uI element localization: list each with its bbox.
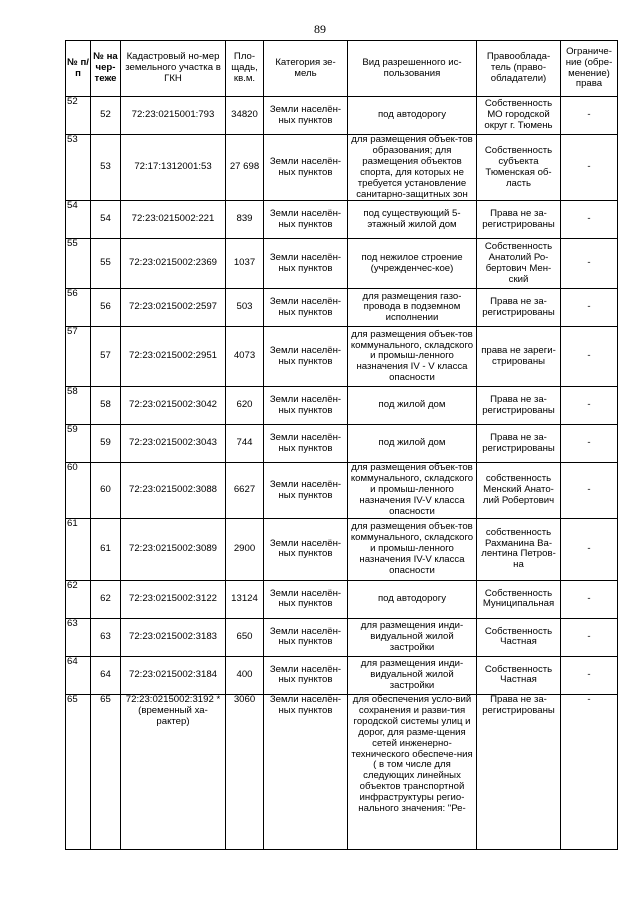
table-row: [66, 656, 618, 694]
cell-holder: Права не за-регистрированы: [477, 201, 561, 239]
header-num: № п/п: [66, 41, 91, 97]
cell-cadastral: 72:23:0215002:3043: [121, 425, 226, 463]
cell-restriction: -: [561, 618, 618, 656]
cell-holder: права не зареги-стрированы: [477, 327, 561, 387]
cell-restriction: -: [561, 387, 618, 425]
table-row: [66, 239, 618, 289]
cell-num: 60: [66, 463, 91, 519]
cell-cadastral: 72:23:0215002:2369: [121, 239, 226, 289]
cell-num: 65: [66, 694, 91, 849]
table-row: [66, 425, 618, 463]
cell-category: Земли населён-ных пунктов: [264, 135, 348, 201]
cell-category: Земли населён-ных пунктов: [264, 387, 348, 425]
cell-use: под существующий 5-этажный жилой дом: [348, 201, 477, 239]
cell-restriction: -: [561, 201, 618, 239]
cell-cadastral: 72:23:0215002:3042: [121, 387, 226, 425]
cell-num: 57: [66, 327, 91, 387]
cell-category: Земли населён-ных пунктов: [264, 694, 348, 849]
header-area: Пло-щадь, кв.м.: [226, 41, 264, 97]
cell-cadastral: 72:23:0215002:2597: [121, 289, 226, 327]
cell-holder: Собственность субъекта Тюменская об-ласть: [477, 135, 561, 201]
cell-category: Земли населён-ных пунктов: [264, 463, 348, 519]
cell-use: под автодорогу: [348, 97, 477, 135]
table-row: [66, 694, 618, 849]
cell-restriction: -: [561, 239, 618, 289]
cell-use: под автодорогу: [348, 580, 477, 618]
cell-holder: Собственность Анатолий Ро-бертович Мен-ский: [477, 239, 561, 289]
cell-restriction: -: [561, 656, 618, 694]
cell-num: 63: [66, 618, 91, 656]
cell-drawing: 64: [91, 656, 121, 694]
cell-num: 55: [66, 239, 91, 289]
cell-num: 56: [66, 289, 91, 327]
cell-area: 34820: [226, 97, 264, 135]
cell-category: Земли населён-ных пунктов: [264, 618, 348, 656]
cell-area: 503: [226, 289, 264, 327]
cell-drawing: 60: [91, 463, 121, 519]
cell-cadastral: 72:23:0215002:3184: [121, 656, 226, 694]
cell-use: под жилой дом: [348, 425, 477, 463]
cell-use: для размещения газо-провода в подземном исполнении: [348, 289, 477, 327]
cell-category: Земли населён-ных пунктов: [264, 289, 348, 327]
header-restriction: Ограниче-ние (обре-менение) права: [561, 41, 618, 97]
table-row: [66, 289, 618, 327]
cell-use: для обеспечения усло-вий сохранения и разви-тия городской системы улиц и дорог, для разме-щения сетей инженерно-технического обеспече-ния ( в том числе для следующих линейных объектов транспортной инфраструктуры регио-нального значения: "Ре-: [348, 694, 477, 849]
cell-holder: собственность Менский Анато-лий Робертович: [477, 463, 561, 519]
cell-num: 52: [66, 97, 91, 135]
cell-drawing: 52: [91, 97, 121, 135]
cell-num: 61: [66, 518, 91, 580]
cell-area: 400: [226, 656, 264, 694]
cell-num: 58: [66, 387, 91, 425]
cell-holder: Права не за-регистрированы: [477, 694, 561, 849]
header-category: Категория зе-мель: [264, 41, 348, 97]
cell-restriction: -: [561, 135, 618, 201]
cell-use: для размещения объек-тов коммунального, складского и промыш-ленного назначения IV-V класса опасности: [348, 463, 477, 519]
cell-drawing: 56: [91, 289, 121, 327]
cell-drawing: 55: [91, 239, 121, 289]
cell-category: Земли населён-ных пунктов: [264, 425, 348, 463]
cell-cadastral: 72:17:1312001:53: [121, 135, 226, 201]
cell-category: Земли населён-ных пунктов: [264, 239, 348, 289]
cell-area: 4073: [226, 327, 264, 387]
cell-restriction: -: [561, 97, 618, 135]
cell-cadastral: 72:23:0215002:3192 * (временный ха-рактер): [121, 694, 226, 849]
cell-restriction: -: [561, 425, 618, 463]
cell-num: 54: [66, 201, 91, 239]
cell-area: 27 698: [226, 135, 264, 201]
cell-holder: Собственность Частная: [477, 618, 561, 656]
cell-use: под нежилое строение (учрежденчес-кое): [348, 239, 477, 289]
table-row: [66, 463, 618, 519]
table-row: [66, 201, 618, 239]
table-row: [66, 518, 618, 580]
table-row: [66, 135, 618, 201]
cell-holder: Права не за-регистрированы: [477, 289, 561, 327]
table-row: [66, 387, 618, 425]
header-holder: Правооблада-тель (право-обладатели): [477, 41, 561, 97]
table-row: [66, 580, 618, 618]
cell-restriction: -: [561, 327, 618, 387]
cell-cadastral: 72:23:0215002:3089: [121, 518, 226, 580]
cell-cadastral: 72:23:0215002:3122: [121, 580, 226, 618]
cell-category: Земли населён-ных пунктов: [264, 580, 348, 618]
header-drawing-num: № на чер-теже: [91, 41, 121, 97]
cell-area: 1037: [226, 239, 264, 289]
cell-holder: Собственность Частная: [477, 656, 561, 694]
cell-restriction: -: [561, 289, 618, 327]
cell-drawing: 65: [91, 694, 121, 849]
table-row: [66, 618, 618, 656]
cell-num: 53: [66, 135, 91, 201]
cell-cadastral: 72:23:0215002:3088: [121, 463, 226, 519]
cell-restriction: -: [561, 694, 618, 849]
cell-category: Земли населён-ных пунктов: [264, 656, 348, 694]
cell-category: Земли населён-ных пунктов: [264, 201, 348, 239]
cell-area: 650: [226, 618, 264, 656]
cell-num: 64: [66, 656, 91, 694]
cell-use: для размещения объек-тов коммунального, складского и промыш-ленного назначения IV-V класса опасности: [348, 518, 477, 580]
table-row: [66, 97, 618, 135]
cell-holder: Собственность МО городской округ г. Тюмень: [477, 97, 561, 135]
cell-use: под жилой дом: [348, 387, 477, 425]
cell-use: для размещения инди-видуальной жилой застройки: [348, 618, 477, 656]
cell-area: 744: [226, 425, 264, 463]
cell-area: 2900: [226, 518, 264, 580]
cell-area: 839: [226, 201, 264, 239]
cell-drawing: 62: [91, 580, 121, 618]
cell-holder: собственность Рахманина Ва-лентина Петров-на: [477, 518, 561, 580]
table-row: [66, 327, 618, 387]
cell-num: 59: [66, 425, 91, 463]
cell-category: Земли населён-ных пунктов: [264, 518, 348, 580]
cell-category: Земли населён-ных пунктов: [264, 97, 348, 135]
page-number: 89: [314, 22, 326, 36]
header-use: Вид разрешенного ис-пользования: [348, 41, 477, 97]
land-plots-table: [65, 40, 618, 850]
cell-drawing: 58: [91, 387, 121, 425]
cell-restriction: -: [561, 580, 618, 618]
cell-holder: Собственность Муниципальная: [477, 580, 561, 618]
cell-use: для размещения инди-видуальной жилой застройки: [348, 656, 477, 694]
table-header: [66, 41, 618, 97]
cell-restriction: -: [561, 518, 618, 580]
cell-drawing: 54: [91, 201, 121, 239]
cell-drawing: 57: [91, 327, 121, 387]
cell-cadastral: 72:23:0215002:3183: [121, 618, 226, 656]
cell-cadastral: 72:23:0215001:793: [121, 97, 226, 135]
cell-use: для размещения объек-тов образования; для размещения объектов спорта, для которых не требуется установление санитарно-защитных зон: [348, 135, 477, 201]
cell-drawing: 59: [91, 425, 121, 463]
cell-holder: Права не за-регистрированы: [477, 387, 561, 425]
cell-drawing: 61: [91, 518, 121, 580]
cell-area: 620: [226, 387, 264, 425]
cell-cadastral: 72:23:0215002:221: [121, 201, 226, 239]
cell-area: 3060: [226, 694, 264, 849]
cell-area: 6627: [226, 463, 264, 519]
cell-holder: Права не за-регистрированы: [477, 425, 561, 463]
cell-area: 13124: [226, 580, 264, 618]
cell-drawing: 63: [91, 618, 121, 656]
cell-restriction: -: [561, 463, 618, 519]
cell-category: Земли населён-ных пунктов: [264, 327, 348, 387]
cell-drawing: 53: [91, 135, 121, 201]
cell-num: 62: [66, 580, 91, 618]
cell-use: для размещения объек-тов коммунального, складского и промыш-ленного назначения IV - V класса опасности: [348, 327, 477, 387]
header-cadastral: Кадастровый но-мер земельного участка в ГКН: [121, 41, 226, 97]
cell-cadastral: 72:23:0215002:2951: [121, 327, 226, 387]
